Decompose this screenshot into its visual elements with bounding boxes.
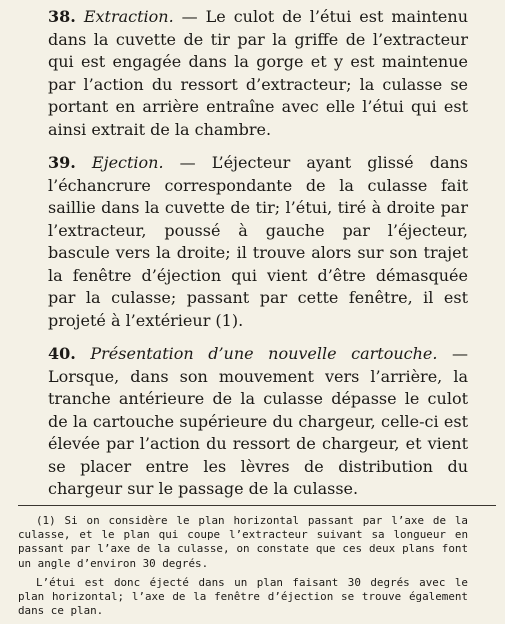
paragraph-heading: Ejection.: [91, 153, 164, 172]
paragraph-body: — Le culot de l’étui est maintenu dans la cuvette de tir par la griffe de l’extracteur qui est engagée dans la gorge et y est maintenue par l’action du ressort d’extracteur; la culasse se portant en arrière entraîne avec elle l’étui qui est ainsi extrait de la chambre.: [48, 7, 469, 139]
footnote-1-continued: L’étui est donc éjecté dans un plan faisant 30 degrés avec le plan horizontal; l’axe de la fenêtre d’éjection se trouve également dans ce plan.: [18, 576, 468, 618]
paragraph-number: 39.: [48, 153, 76, 172]
paragraph-body: — L’éjecteur ayant glissé dans l’échancrure correspondante de la culasse fait saillie dans la cuvette de tir; l’étui, tiré à droite par l’extracteur, poussé à gauche par l’éjecteur, bascule vers la droite; il trouve alors sur son trajet la fenêtre d’éjection qui vient d’être démasquée par la culasse; passant par cette fenêtre, il est projeté à l’extérieur (1).: [48, 153, 469, 330]
paragraph-body: — Lorsque, dans son mouvement vers l’arrière, la tranche antérieure de la culasse dépasse le culot de la cartouche supérieure du chargeur, celle-ci est élevée par l’action du ressort de chargeur, et vient se placer entre les lèvres de distribution du chargeur sur le passage de la culasse.: [48, 344, 468, 498]
footnote-1: (1) Si on considère le plan horizontal passant par l’axe de la culasse, et le plan qui coupe l’extracteur suivant sa longueur en passant par l’axe de la culasse, on constate que ces deux plans font un angle d’environ 30 degrés.: [18, 514, 468, 570]
paragraph-40: [48, 343, 468, 501]
paragraph-number: 38.: [48, 7, 76, 26]
paragraph-heading: Extraction.: [83, 7, 174, 26]
paragraph-heading: Présentation d’une nouvelle cartouche.: [90, 344, 438, 363]
paragraph-39: [48, 152, 468, 332]
footnote-divider: [18, 505, 496, 506]
paragraph-number: 40.: [48, 344, 76, 363]
paragraph-38: [48, 6, 468, 141]
